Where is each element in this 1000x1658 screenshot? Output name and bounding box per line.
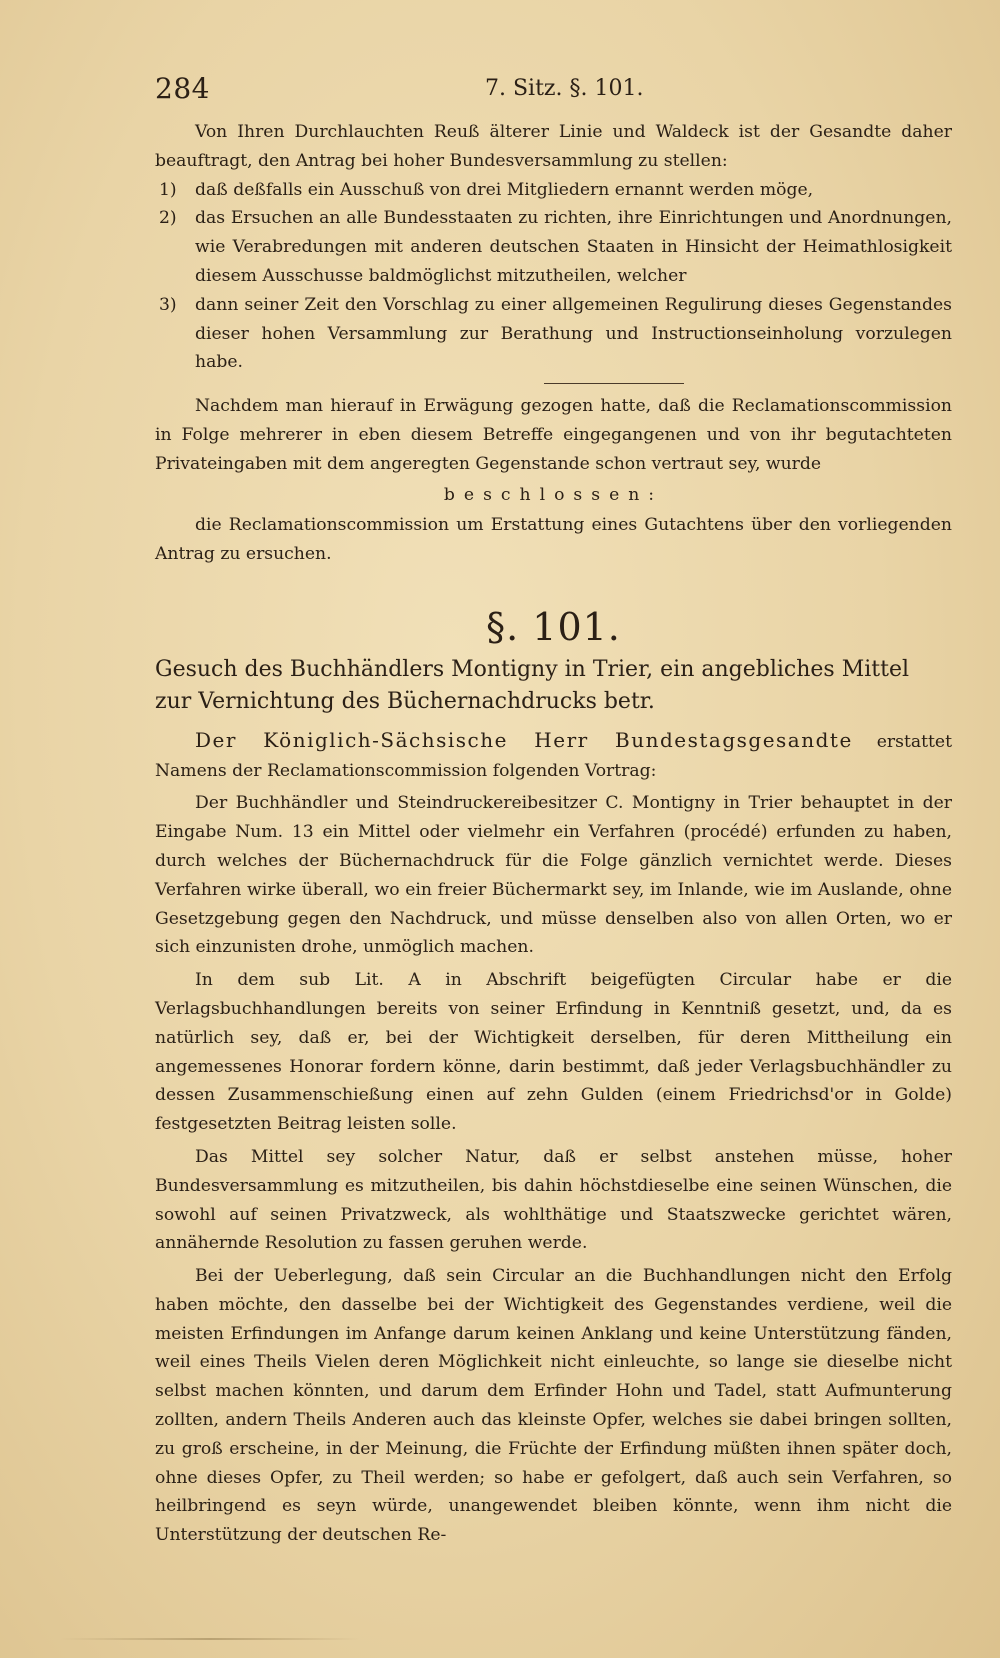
list-text: das Ersuchen an alle Bundesstaaten zu richten, ihre Einrichtungen und Anordnungen, wie Verabredungen mit anderen deutschen Staaten in Hinsicht der Heimathlosigkeit diesem Ausschusse baldmöglichst mitzutheilen, welcher xyxy=(195,208,952,286)
section-number: §. 101. xyxy=(486,604,621,649)
separator-rule xyxy=(544,383,684,384)
resolved-word: beschlossen: xyxy=(443,484,664,505)
list-text: daß deßfalls ein Ausschuß von drei Mitgliedern ernannt werden möge, xyxy=(195,179,814,200)
running-head: 7. Sitz. §. 101. xyxy=(485,76,644,101)
list-number: 1) xyxy=(159,179,177,200)
deliberation-paragraph: Nachdem man hierauf in Erwägung gezogen hatte, daß die Reclamationscommission in Folge mehrerer in eben diesem Betreffe eingegangenen und von ihr begutachteten Privateingaben mit dem angeregten Gegenstande schon vertraut sey, wurde xyxy=(155,396,952,474)
section-heading: Gesuch des Buchhändlers Montigny in Trier, ein angebliches Mittel zur Vernichtung des Büchernachdrucks betr. xyxy=(155,656,910,714)
report-paragraph: Das Mittel sey solcher Natur, daß er selbst anstehen müsse, hoher Bundesversammlung es mitzutheilen, bis dahin höchstdieselbe eine seinen Wünschen, die sowohl auf seinen Privatzweck, als wohlthätige und Staatszwecke gerichtet wären, annähernde Resolution zu fassen geruhen werde. xyxy=(155,1146,952,1254)
speaker-rest: erstattet Namens der Reclamationscommission folgenden Vortrag: xyxy=(155,731,952,781)
speaker-paragraph xyxy=(155,726,952,786)
list-item xyxy=(155,176,952,205)
speaker-name: Der Königlich-Sächsische Herr Bundestagsgesandte xyxy=(195,727,853,752)
list-number: 3) xyxy=(159,294,177,315)
list-item xyxy=(155,204,952,290)
body-text xyxy=(155,118,952,1550)
resolution-paragraph: die Reclamationscommission um Erstattung eines Gutachtens über den vorliegenden Antrag zu ersuchen. xyxy=(155,515,952,565)
list-item xyxy=(155,291,952,377)
report-paragraph: Der Buchhändler und Steindruckereibesitzer C. Montigny in Trier behauptet in der Eingabe Num. 13 ein Mittel oder vielmehr ein Verfahren (procédé) erfunden zu haben, durch welches der Büchernachdruck für die Folge gänzlich vernichtet werde. Dieses Verfahren wirke überall, wo ein freier Büchermarkt sey, im Inlande, wie im Auslande, ohne Gesetzgebung gegen den Nachdruck, und müsse denselben also von allen Orten, wo er sich einzunisten drohe, unmöglich machen. xyxy=(155,793,952,958)
page-edge-mark xyxy=(60,1638,360,1640)
list-text: dann seiner Zeit den Vorschlag zu einer allgemeinen Regulirung dieses Gegenstandes dieser hohen Versammlung zur Berathung und Instructionseinholung vorzulegen habe. xyxy=(195,294,952,373)
report-paragraph: Bei der Ueberlegung, daß sein Circular an die Buchhandlungen nicht den Erfolg haben möchte, den dasselbe bei der Wichtigkeit des Gegenstandes verdiene, weil die meisten Erfindungen im Anfange darum keinen Anklang und keine Unterstützung fänden, weil eines Theils Vielen deren Möglichkeit nicht einleuchte, so lange sie dieselbe nicht selbst machen könnten, und darum dem Erfinder Hohn und Tadel, statt Aufmunterung zollten, andern Theils Anderen auch das kleinste Opfer, welches sie dabei bringen sollten, zu groß erscheine, in der Meinung, die Früchte der Erfindung müßten ihnen später doch, ohne dieses Opfer, zu Theil werden; so habe er gefolgert, daß auch sein Verfahren, so heilbringend es seyn würde, unangewendet bleiben könnte, wenn ihm nicht die Unterstützung der deutschen Re- xyxy=(155,1266,952,1546)
intro-paragraph: Von Ihren Durchlauchten Reuß älterer Linie und Waldeck ist der Gesandte daher beauftragt, den Antrag bei hoher Bundesversammlung zu stellen: xyxy=(155,122,952,171)
page-header xyxy=(155,68,900,118)
list-number: 2) xyxy=(159,208,177,229)
proposal-list xyxy=(155,176,952,378)
report-paragraph: In dem sub Lit. A in Abschrift beigefügten Circular habe er die Verlagsbuchhandlungen bereits von seiner Erfindung in Kenntniß gesetzt, und, da es natürlich sey, daß er, bei der Wichtigkeit derselben, für deren Mittheilung ein angemessenes Honorar fordern könne, darin bestimmt, daß jeder Verlagsbuchhändler zu dessen Zusammenschießung einen auf zehn Gulden (einem Friedrichsd'or in Golde) festgesetzten Beitrag leisten solle. xyxy=(155,970,952,1135)
page-number: 284 xyxy=(155,72,210,105)
